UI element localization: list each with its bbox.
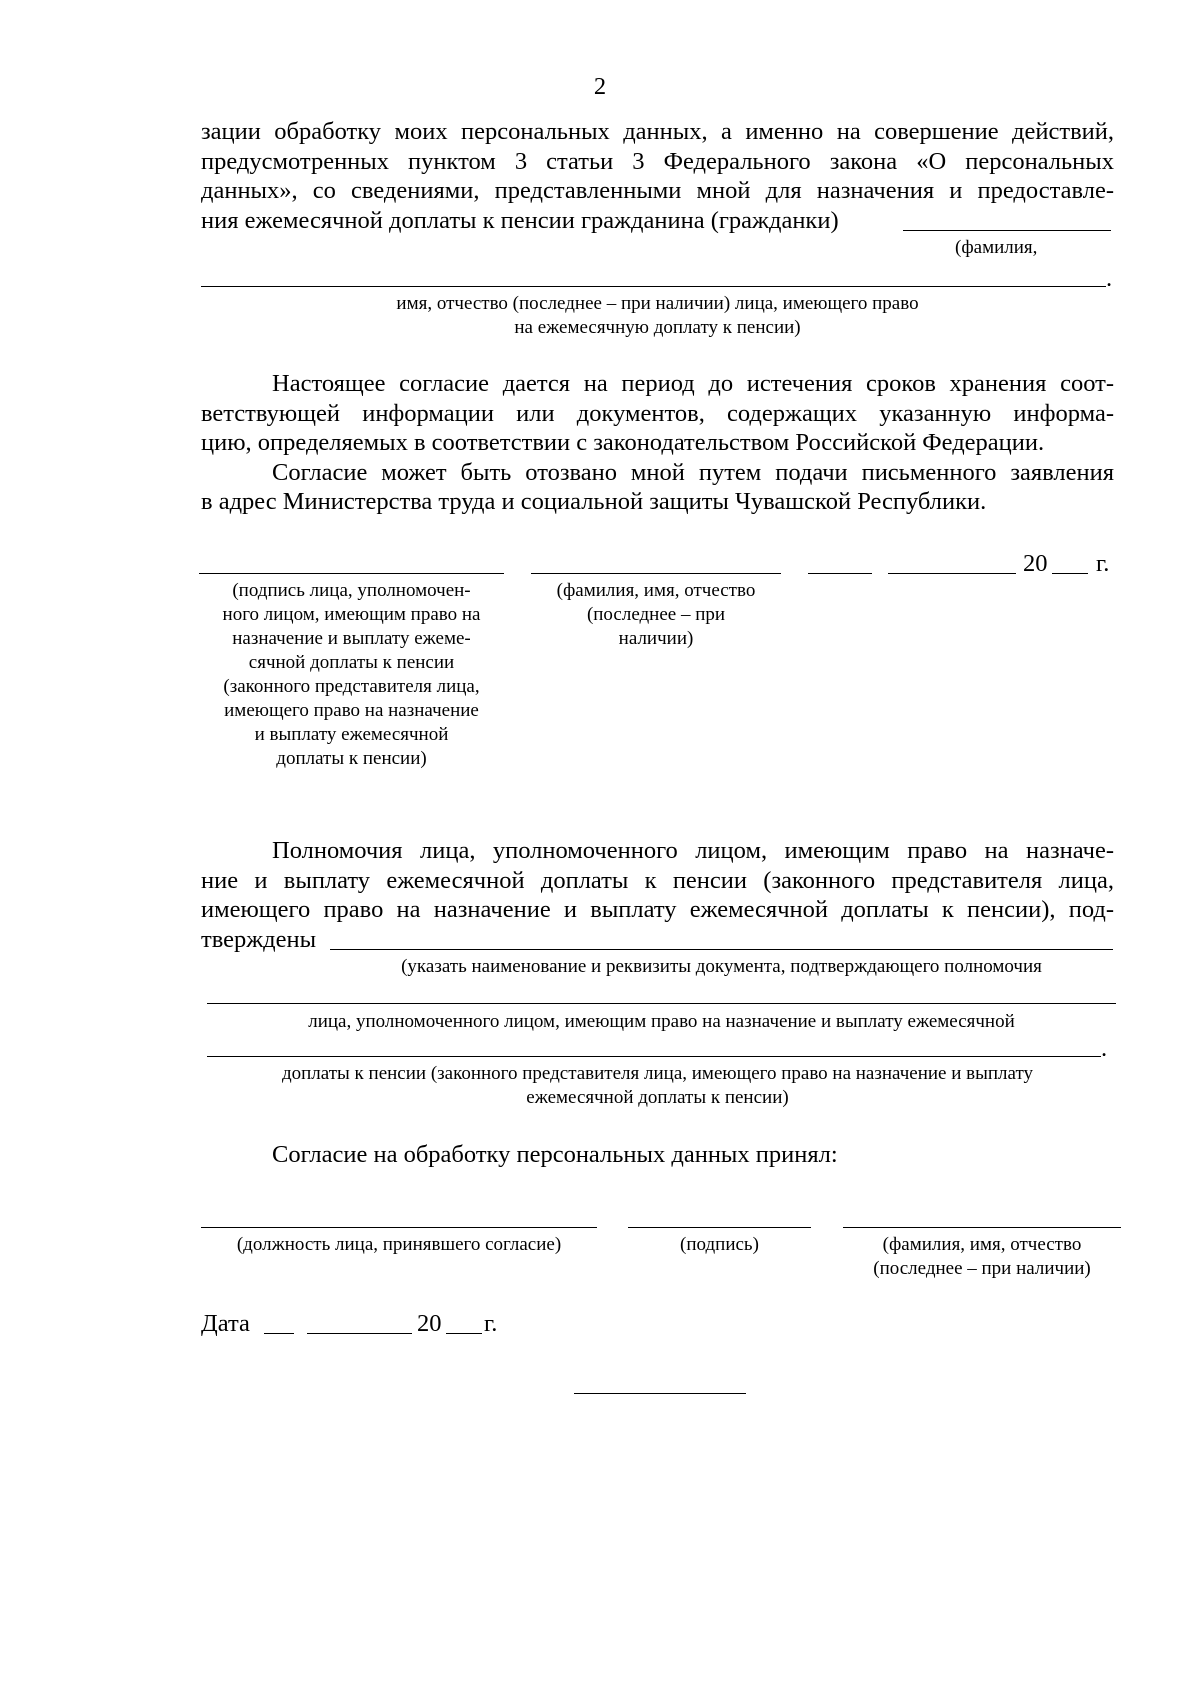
caption-authority-3-line-1: доплаты к пенсии (законного представителя лица, имеющего право на назначение и выплату: [281, 1063, 1034, 1084]
name-blank: [201, 286, 1106, 287]
date-year-suffix: г.: [484, 1310, 498, 1337]
date-month-blank: [307, 1333, 412, 1334]
sig-year-suffix: г.: [1096, 550, 1110, 577]
intro-period: .: [1106, 265, 1113, 292]
term-line-1: Настоящее согласие дается на период до истечения сроков хранения соот-: [272, 370, 1114, 397]
intro-line-2: предусмотренных пунктом 3 статьи 3 Федерального закона «О персональных: [201, 148, 1114, 175]
intro-line-1: зации обработку моих персональных данных, а именно на совершение действий,: [201, 118, 1114, 145]
day-blank: [808, 573, 872, 574]
term-line-5: в адрес Министерства труда и социальной защиты Чувашской Республики.: [201, 488, 987, 515]
date-label: Дата: [201, 1310, 250, 1337]
caption-receiver-signature: (подпись): [680, 1234, 759, 1255]
intro-line-4: ния ежемесячной доплаты к пенсии гражданина (гражданки): [201, 207, 839, 234]
authority-line-1: Полномочия лица, уполномоченного лицом, имеющим право на назначе-: [272, 837, 1114, 864]
authority-period: .: [1101, 1035, 1108, 1062]
month-blank: [888, 573, 1016, 574]
caption-authority-3-line-2: ежемесячной доплаты к пенсии): [526, 1087, 789, 1108]
caption-applicant-fio: (фамилия, имя, отчество (последнее – при наличии): [556, 580, 756, 649]
authority-line-4: тверждены: [201, 926, 317, 953]
authority-blank-3: [207, 1056, 1101, 1057]
receiver-fio-blank: [843, 1227, 1121, 1228]
term-line-4: Согласие может быть отозвано мной путем подачи письменного заявления: [272, 459, 1114, 486]
authority-document-blank: [330, 949, 1113, 950]
term-line-2: ветствующей информации или документов, содержащих указанную информа-: [201, 400, 1114, 427]
caption-authority-2: лица, уполномоченного лицом, имеющим право на назначение и выплату ежемесячной: [308, 1011, 1015, 1032]
surname-blank: [903, 230, 1111, 231]
sig-year-prefix: 20: [1023, 550, 1048, 577]
caption-receiver-fio: (фамилия, имя, отчество (последнее – при наличии): [873, 1234, 1091, 1279]
applicant-fio-blank: [531, 573, 781, 574]
date-day-blank: [264, 1333, 294, 1334]
applicant-signature-blank: [199, 573, 504, 574]
caption-authority-1: (указать наименование и реквизиты документа, подтверждающего полномочия: [401, 956, 1042, 977]
caption-surname: (фамилия,: [955, 237, 1038, 258]
date-year-prefix: 20: [417, 1310, 442, 1337]
intro-line-3: данных», со сведениями, представленными мной для назначения и предоставле-: [201, 177, 1114, 204]
authority-blank-2: [207, 1003, 1116, 1004]
date-year-blank: [446, 1333, 482, 1334]
receiver-signature-blank: [628, 1227, 811, 1228]
authority-line-2: ние и выплату ежемесячной доплаты к пенсии (законного представителя лица,: [201, 867, 1114, 894]
accepted-heading: Согласие на обработку персональных данных принял:: [272, 1141, 838, 1168]
position-blank: [201, 1227, 597, 1228]
caption-name-line-2: на ежемесячную доплату к пенсии): [514, 317, 801, 338]
caption-name-line-1: имя, отчество (последнее – при наличии) лица, имеющего право: [396, 293, 919, 314]
caption-position: (должность лица, принявшего согласие): [236, 1234, 562, 1255]
sig-year-blank: [1052, 573, 1088, 574]
page-number: 2: [593, 73, 607, 100]
caption-applicant-signature: (подпись лица, уполномочен- ного лицом, имеющим право на назначение и выплату ежеме- сячной доплаты к пенсии (законного представителя лица, имеющего право на назначение и выплату ежемесячной доплаты к пенсии): [222, 580, 481, 769]
closing-separator: [574, 1393, 746, 1394]
authority-line-3: имеющего право на назначение и выплату ежемесячной доплаты к пенсии), под-: [201, 896, 1114, 923]
term-line-3: цию, определяемых в соответствии с законодательством Российской Федерации.: [201, 429, 1045, 456]
